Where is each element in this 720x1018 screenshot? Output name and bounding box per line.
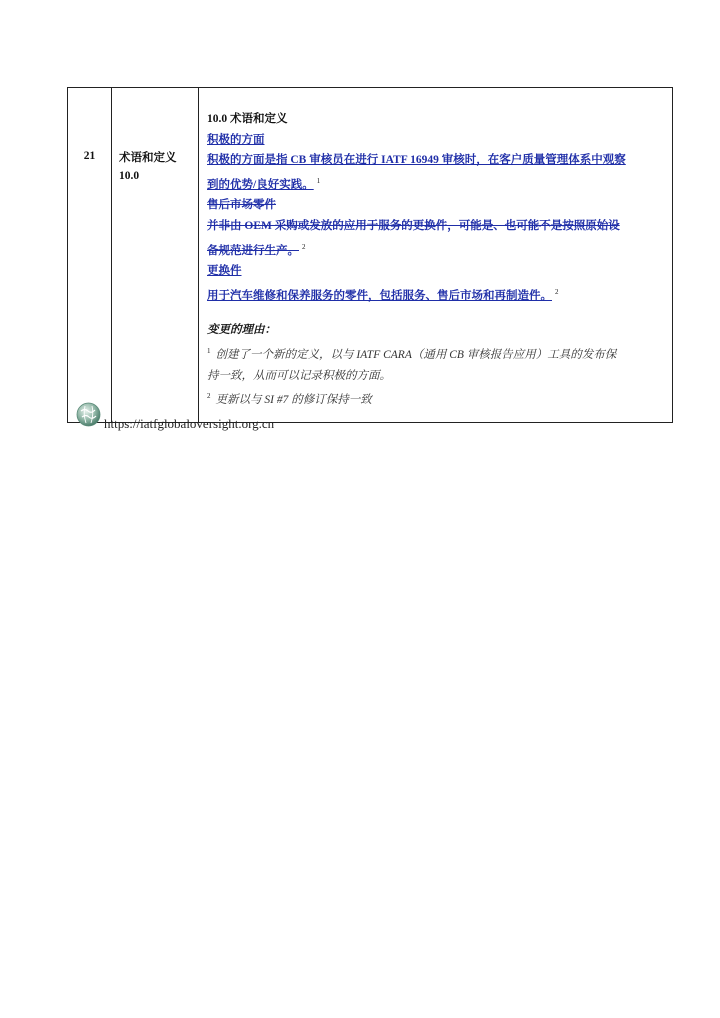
term3-definition: 用于汽车维修和保养服务的零件，包括服务、售后市场和再制造件。 <box>207 289 552 302</box>
term1-definition-line1: 积极的方面是指 CB 审核员在进行 IATF 16949 审核时，在客户质量管理体系中观察 <box>207 154 626 167</box>
section-heading: 10.0 术语和定义 <box>207 113 288 125</box>
term3-footnote-ref: 2 <box>555 287 559 296</box>
note1-line1-wrap <box>207 341 666 366</box>
term2-definition-line2: 备规范进行生产。 <box>207 244 299 257</box>
content-cell <box>199 88 673 423</box>
term1-definition-line2-wrap <box>207 171 666 196</box>
term1-title: 积极的方面 <box>207 133 265 146</box>
table-row <box>68 88 673 423</box>
spacer <box>207 306 666 320</box>
term2-title: 售后市场零件 <box>207 199 276 212</box>
term2-definition-line1: 并非由 OEM 采购或发放的应用于服务的更换件，可能是、也可能不是按照原始设 <box>207 219 620 232</box>
term2-definition-line2-wrap <box>207 237 666 262</box>
revision-table <box>67 87 673 423</box>
note2-number: 2 <box>207 392 211 401</box>
clause-title: 术语和定义 <box>119 152 177 164</box>
reason-title: 变更的理由： <box>207 324 276 337</box>
row-number-cell <box>68 88 112 423</box>
footer-url-link[interactable]: https://iatfglobaloversight.org.cn <box>104 416 275 431</box>
clause-cell <box>112 88 199 423</box>
globe-icon <box>76 402 101 427</box>
note1-line2: 持一致，从而可以记录积极的方面。 <box>207 369 391 382</box>
content-body <box>199 88 672 422</box>
note2-wrap <box>207 386 666 411</box>
clause-label <box>112 88 198 185</box>
term2-footnote-ref: 2 <box>302 242 306 251</box>
term3-definition-wrap <box>207 282 666 307</box>
term1-footnote-ref: 1 <box>316 176 321 185</box>
row-number: 21 <box>83 150 96 162</box>
term3-title: 更换件 <box>207 265 242 278</box>
term1-definition-line2: 到的优势/良好实践。 <box>207 178 314 191</box>
note1-number: 1 <box>207 346 211 355</box>
clause-number: 10.0 <box>119 170 140 182</box>
note2-text: 更新以与 SI #7 的修订保持一致 <box>215 394 372 407</box>
note1-line1: 创建了一个新的定义，以与 IATF CARA（通用 CB 审核报告应用）工具的发布保 <box>215 348 617 361</box>
